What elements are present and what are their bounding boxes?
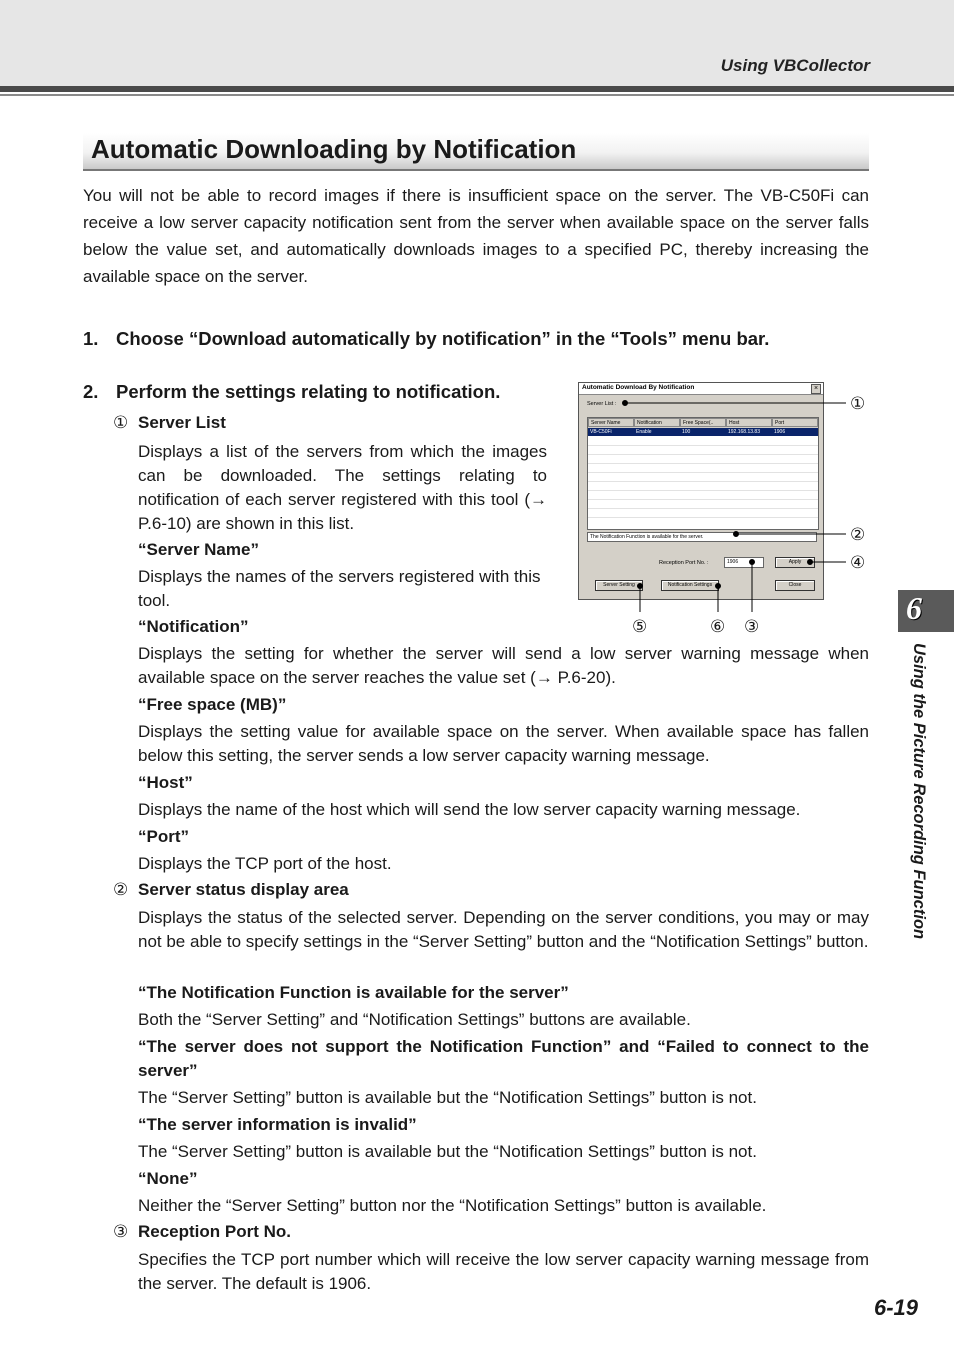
intro-paragraph: You will not be able to record images if there is insufficient space on the server. The VB-C50Fi can receive a low server capacity notification sent from the server when available space on the server falls below the value set, and automatically downloads images to a specified PC, thereby increasing the available space on the server. [83, 186, 869, 286]
state-heading: “The Notification Function is available for the server” [138, 983, 569, 1002]
callout-4: ④ [850, 553, 866, 572]
column-header-free-space[interactable]: Free Space(.. [680, 418, 726, 427]
field-heading: “Free space (MB)” [138, 695, 287, 714]
chapter-tab [898, 590, 954, 632]
server-list-label: Server List : [587, 401, 617, 407]
section-title: Automatic Downloading by Notification [91, 134, 577, 164]
state-description: The “Server Setting” button is available but the “Notification Settings” button is not. [138, 1142, 757, 1161]
leader-dot-3 [750, 560, 755, 565]
running-head: Using VBCollector [720, 56, 870, 75]
leader-dot-2 [734, 532, 739, 537]
step-number: 2. [83, 381, 99, 402]
callout-3: ③ [744, 617, 760, 636]
field-heading: “Server Name” [138, 540, 259, 559]
state-description: The “Server Setting” button is available but the “Notification Settings” button is not. [138, 1088, 757, 1107]
item-description: Displays the status of the selected server. Depending on the server conditions, you may or may not be able to specify settings in the “Server Setting” button and the “Notification Settings” button. [138, 908, 869, 951]
item-heading: Reception Port No. [138, 1222, 292, 1241]
server-status-area: The Notification Function is available for the server. [587, 532, 817, 542]
close-icon[interactable]: × [811, 384, 821, 394]
state-heading: “The server does not support the Notification Function” and “Failed to connect to the server” [138, 1037, 869, 1080]
table-cell: 192.168.13.83 [728, 429, 760, 435]
field-description: Displays the name of the host which will send the low server capacity warning message. [138, 800, 801, 819]
item-description: Specifies the TCP port number which will receive the low server capacity warning message from the server. The default is 1906. [138, 1250, 869, 1293]
item-description: Displays a list of the servers from which the images can be downloaded. The settings relating to notification of each server registered with this tool (→ P.6-10) are shown in this list. [138, 442, 547, 533]
chapter-side-label: Using the Picture Recording Function [910, 643, 928, 940]
column-header-host[interactable]: Host [726, 418, 772, 427]
item-number: ③ [113, 1222, 129, 1241]
table-cell: Enable [636, 429, 652, 435]
item-number: ② [113, 880, 129, 899]
state-description: Both the “Server Setting” and “Notification Settings” buttons are available. [138, 1010, 691, 1029]
step-text: Perform the settings relating to notification. [116, 381, 501, 402]
step-number: 1. [83, 328, 99, 349]
reception-port-input[interactable]: 1906 [724, 557, 764, 568]
step-text: Choose “Download automatically by notification” in the “Tools” menu bar. [116, 328, 770, 349]
apply-button[interactable]: Apply [775, 557, 815, 568]
callout-2: ② [850, 525, 866, 544]
field-heading: “Notification” [138, 617, 249, 636]
server-setting-button[interactable]: Server Setting [595, 580, 643, 591]
close-button[interactable]: Close [775, 580, 815, 591]
leader-dot-5 [638, 584, 643, 589]
column-header-port[interactable]: Port [772, 418, 818, 427]
field-description: Displays the TCP port of the host. [138, 854, 392, 873]
state-heading: “The server information is invalid” [138, 1115, 417, 1134]
table-cell: VB-C50Fi [590, 429, 612, 435]
column-header-notification[interactable]: Notification [634, 418, 680, 427]
field-heading: “Host” [138, 773, 193, 792]
item-heading: Server List [138, 413, 226, 432]
leader-dot-4 [808, 560, 813, 565]
dialog-title: Automatic Download By Notification [582, 384, 695, 391]
state-description: Neither the “Server Setting” button nor the “Notification Settings” button is available. [138, 1196, 767, 1215]
callout-6: ⑥ [710, 617, 726, 636]
table-cell: 1906 [774, 429, 786, 435]
field-description: Displays the setting value for available space on the server. When available space has fallen below this setting, the server sends a low server capacity warning message. [138, 722, 869, 765]
item-number: ① [113, 413, 129, 432]
field-description: Displays the names of the servers registered with this tool. [138, 567, 541, 610]
field-heading: “Port” [138, 827, 189, 846]
field-description: Displays the setting for whether the server will send a low server warning message when available space on the server reaches the value set (→ P.6-20). [138, 644, 869, 687]
item-heading: Server status display area [138, 880, 349, 899]
notification-settings-button[interactable]: Notification Settings [661, 580, 719, 591]
leader-dot-1 [623, 401, 628, 406]
leader-dot-6 [716, 584, 721, 589]
chapter-number: 6 [906, 590, 922, 626]
page-number: 6-19 [873, 1295, 918, 1320]
callout-1: ① [850, 394, 866, 413]
item-status-area [113, 880, 349, 900]
reception-port-label: Reception Port No. : [659, 560, 709, 566]
state-heading: “None” [138, 1169, 198, 1188]
table-cell: 100 [682, 429, 691, 435]
callout-5: ⑤ [632, 617, 648, 636]
column-header-server-name[interactable]: Server Name [588, 418, 634, 427]
item-reception-port [113, 1222, 291, 1242]
